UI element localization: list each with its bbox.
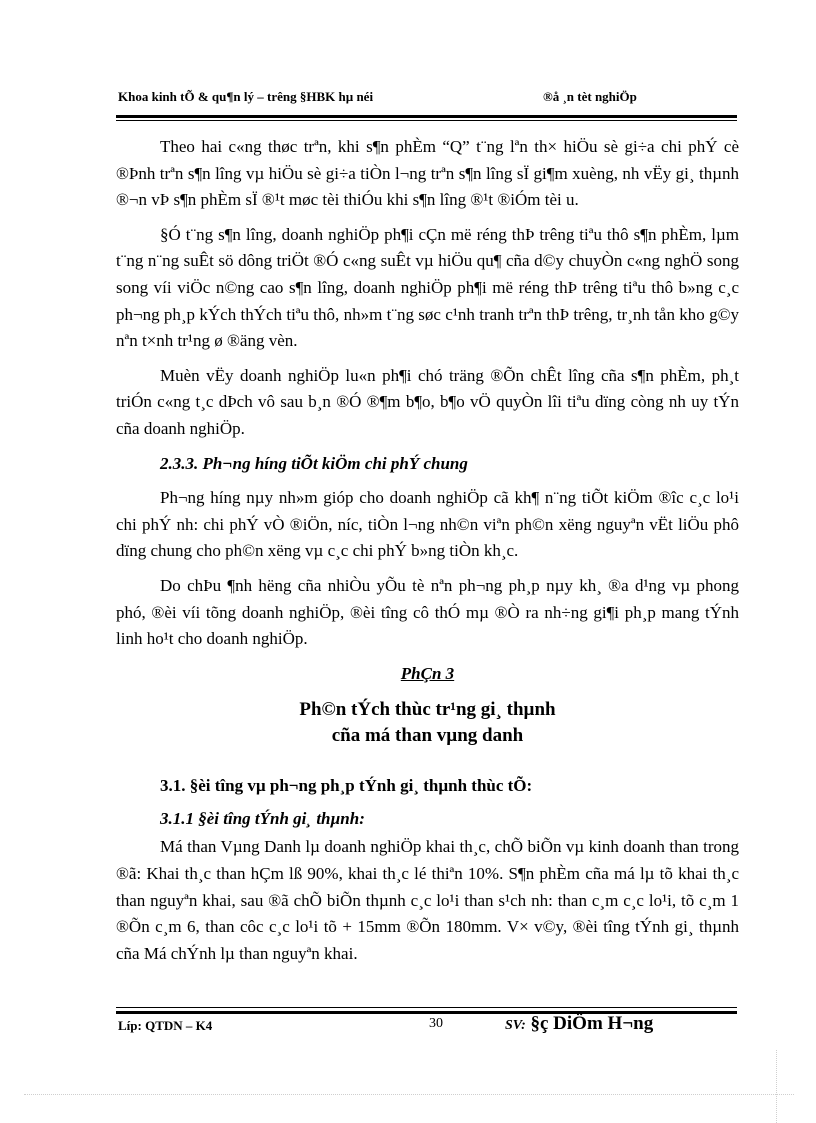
page-body [116, 134, 739, 975]
section-heading-3-1: 3.1. §èi tîng vµ ph¬ng ph¸p tÝnh gi¸ thµnh thùc tÕ: [160, 776, 533, 796]
footer-class: Líp: QTDN – K4 [118, 1018, 213, 1033]
paragraph-1: Theo hai c«ng thøc trªn, khi s¶n phÈm “Q” t¨ng lªn th× hiÖu sè gi÷a chi phÝ cè ®Þnh trªn s¶n lîng vµ hiÖu sè gi÷a tiÒn l¬ng trªn s¶n lîng sÏ gi¶m xuèng, nh vËy gi¸ thµnh ®¬n vÞ s¶n phÈm sÏ ®¹t møc tèi thiÓu khi s¶n lîng ®¹t ®iÓm tèi u. [116, 137, 739, 210]
part-label: PhÇn 3 [400, 663, 455, 683]
paragraph-3: Muèn vËy doanh nghiÖp lu«n ph¶i chó träng ®Õn chÊt lîng cña s¶n phÈm, ph¸t triÓn c«ng t¸c dÞch vô sau b¸n ®Ó ®¶m b¶o, b¶o vÖ quyÒn lîi tiªu dïng còng nh uy tÝn cña doanh nghiÖp. [116, 365, 739, 438]
footer-author-name: §ç DiÖm H¬ng [530, 1013, 654, 1034]
header-rule-thick [116, 115, 737, 118]
chapter-title-line-1: Ph©n tÝch thùc tr¹ng gi¸ thµnh [299, 699, 556, 721]
paragraph-4: Ph¬ng híng nµy nh»m gióp cho doanh nghiÖp cã kh¶ n¨ng tiÕt kiÖm ®îc c¸c lo¹i chi phÝ nh: chi phÝ vÒ ®iÖn, níc, tiÒn l¬ng nh©n viªn ph©n xëng nguyªn vËt liÖu phô dïng chung cho ph©n xëng vµ c¸c chi phÝ b»ng tiÒn kh¸c. [116, 488, 739, 561]
paragraph-5: Do chÞu ¶nh hëng cña nhiÒu yÕu tè nªn ph¬ng ph¸p nµy kh¸ ®a d¹ng vµ phong phó, ®èi víi tõng doanh nghiÖp, ®èi tîng cô thÓ mµ ®Ò ra nh÷ng gi¶i ph¸p mang tÝnh linh ho¹t cho doanh nghiÖp. [116, 575, 739, 649]
header-doc-type: ®å ¸n tèt nghiÖp [543, 89, 637, 104]
header-rule-thin [116, 120, 737, 121]
paragraph-6: Má than Vµng Danh lµ doanh nghiÖp khai th¸c, chÕ biÕn vµ kinh doanh than trong ®ã: Khai th¸c than hÇm lß 90%, khai th¸c lé thiªn 10%. S¶n phÈm cña má lµ tõ khai th¸c than nguyªn khai, sau ®ã chÕ biÕn thµnh c¸c lo¹i than s¹ch nh: than c¸m c¸c lo¹i, tõ c¸m 1 ®Õn c¸m 6, than côc c¸c lo¹i tõ + 15mm ®Õn 180mm. V× v©y, ®èi tîng tÝnh gi¸ thµnh cña Má chÝnh lµ than nguyªn khai. [116, 837, 739, 963]
page-edge-guide [24, 1094, 794, 1095]
footer-author [505, 1013, 653, 1035]
footer-page-number: 30 [429, 1016, 443, 1031]
page-edge-guide-vertical [776, 1050, 777, 1123]
section-heading-3-1-1: 3.1.1 §èi tîng tÝnh gi¸ thµnh: [160, 808, 365, 828]
chapter-title-line-2: cña má than vµng danh [331, 725, 524, 747]
paragraph-2: §Ó t¨ng s¶n lîng, doanh nghiÖp ph¶i cÇn më réng thÞ trêng tiªu thô s¶n phÈm, lµm t¨ng n¨ng suÊt sö dông triÖt ®Ó c«ng suÊt vµ hiÖu qu¶ cña d©y chuyÒn c«ng nghÖ song song víi viÖc n©ng cao s¶n lîng, doanh nghiÖp ph¶i më réng thÞ trêng tiªu thô b»ng c¸c ph¬ng ph¸p kÝch thÝch tiªu thô, nh»m t¨ng søc c¹nh tranh trªn thÞ trêng, tr¸nh tån kho g©y nªn t×nh tr¹ng ø ®äng vèn. [116, 224, 739, 351]
header-institution: Khoa kinh tÕ & qu¶n lý – trêng §HBK hµ néi [118, 89, 374, 104]
footer-author-prefix: SV: [505, 1018, 526, 1033]
chapter-title [116, 697, 739, 749]
footer-rule-thin [116, 1007, 737, 1008]
section-heading-2-3-3: 2.3.3. Ph¬ng híng tiÕt kiÖm chi phÝ chung [160, 453, 468, 473]
